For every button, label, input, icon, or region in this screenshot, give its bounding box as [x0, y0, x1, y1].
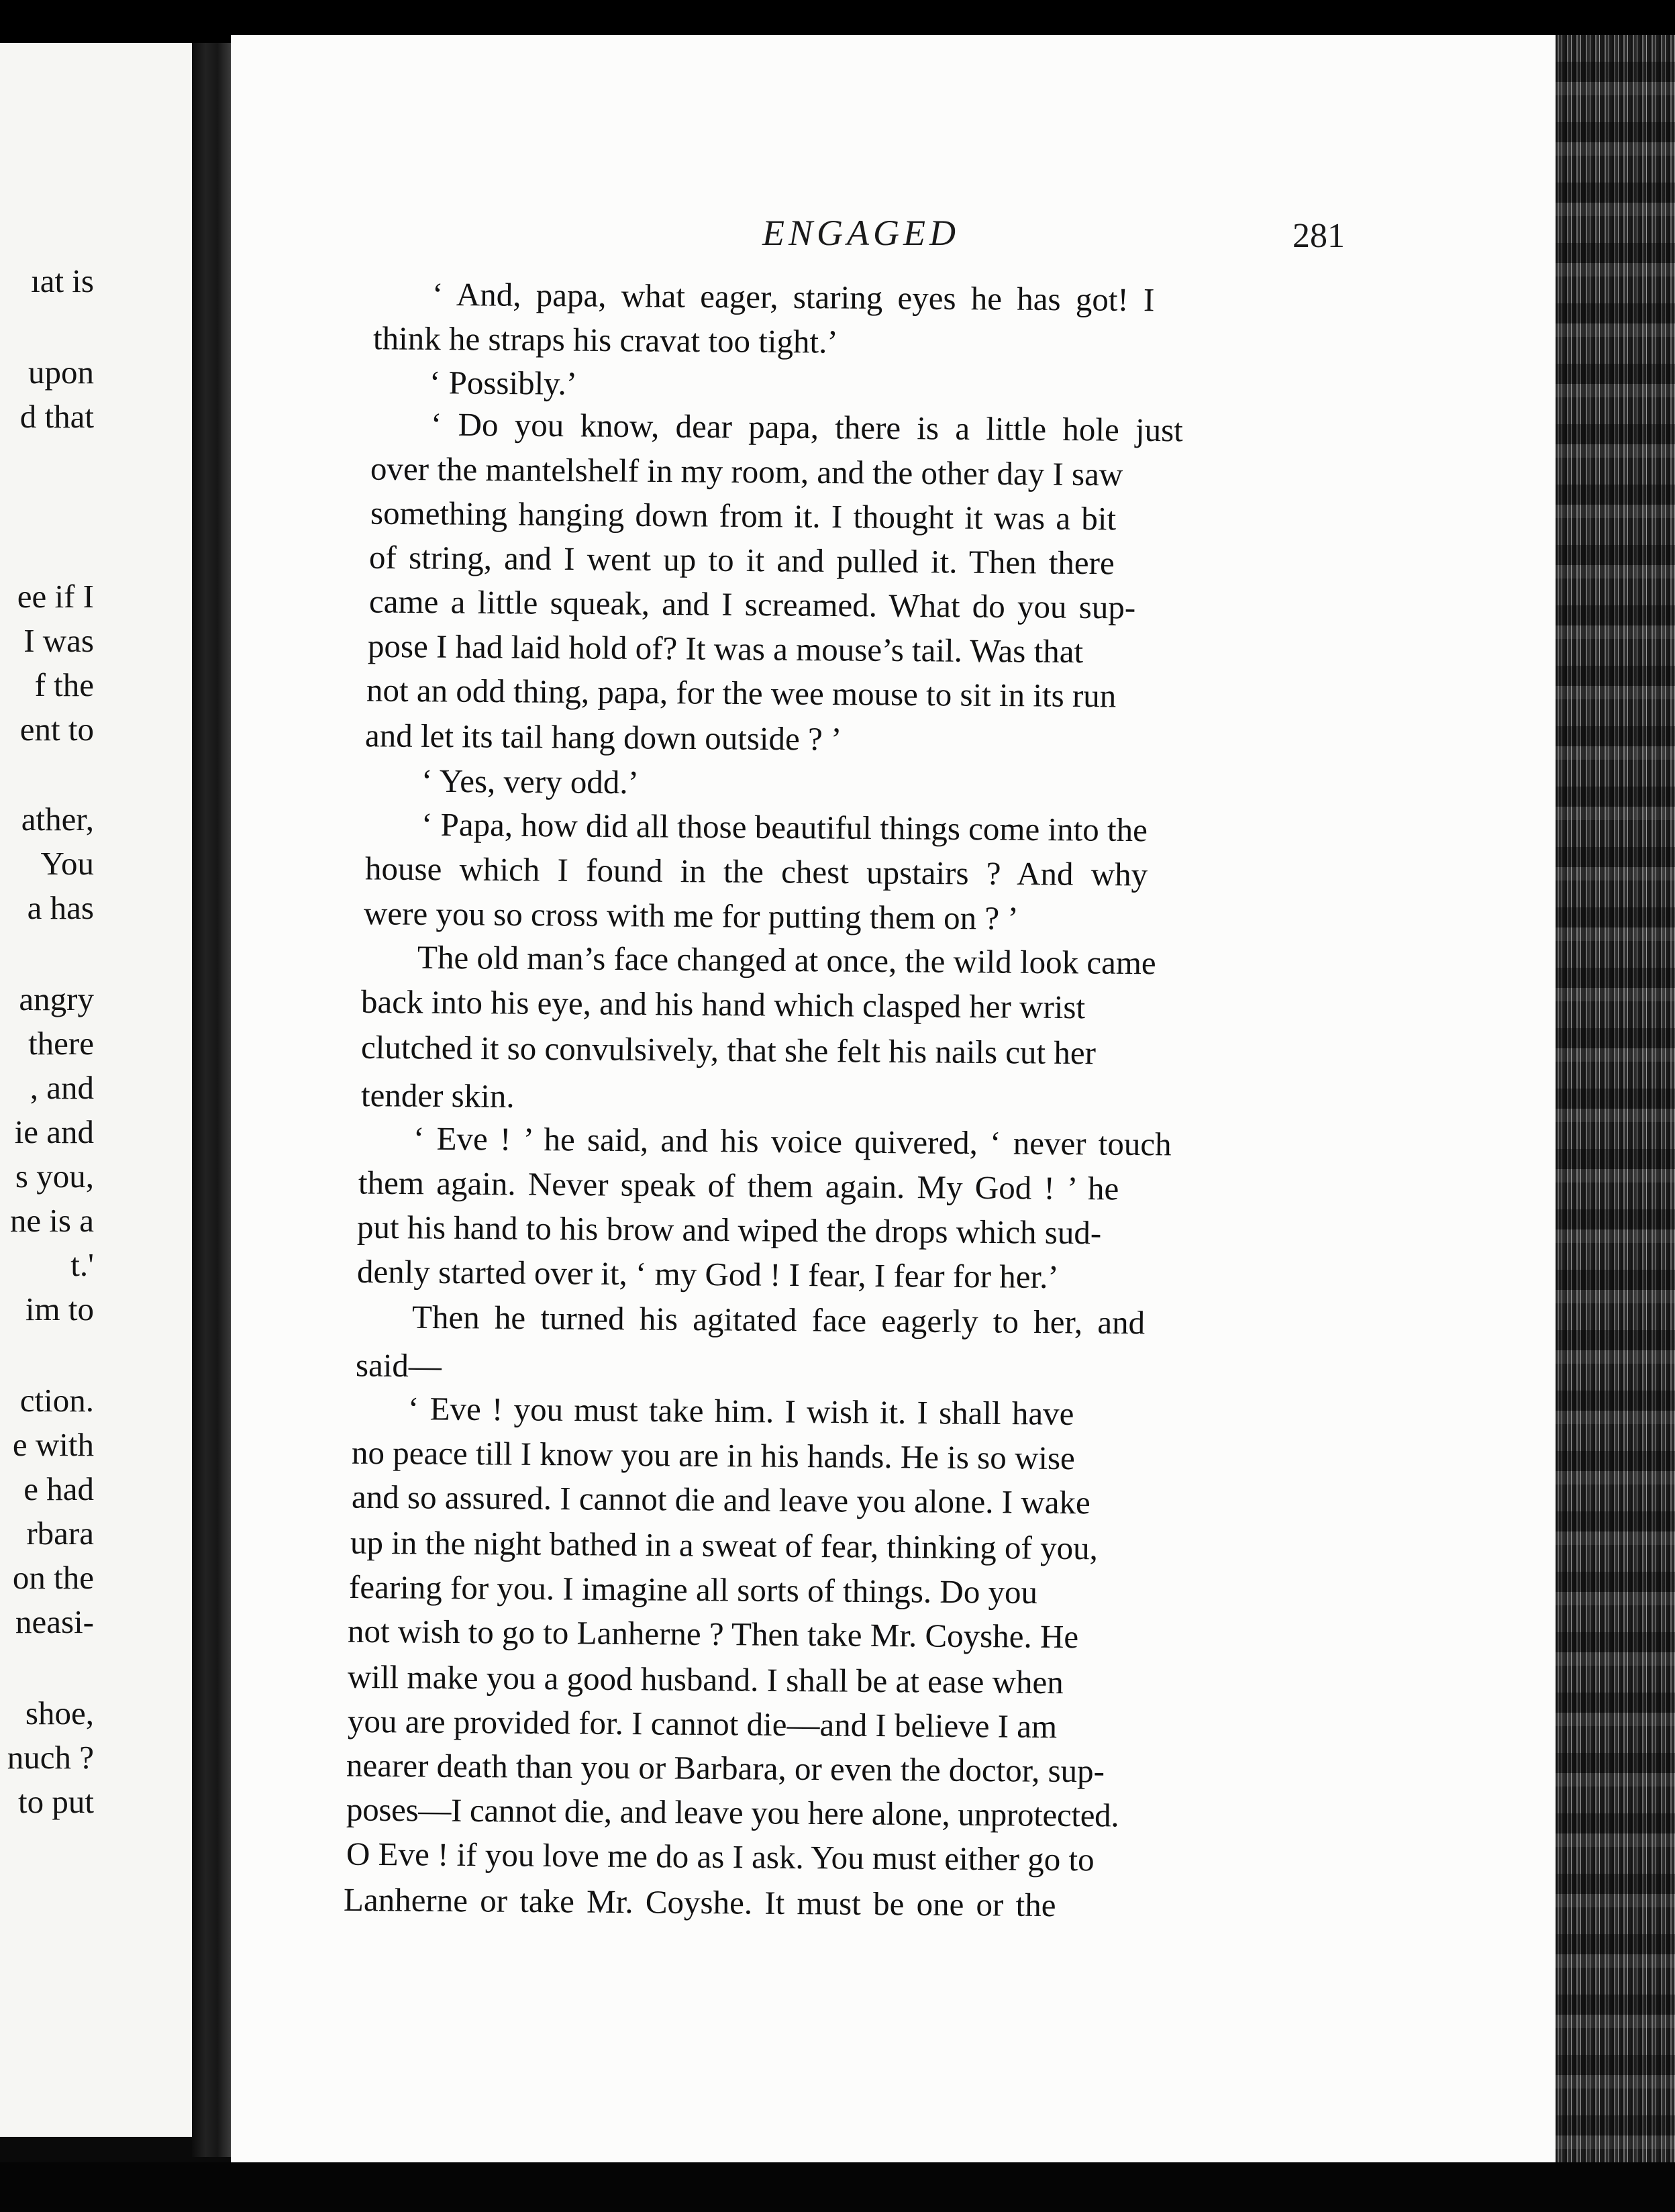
text-line: back into his eye, and his hand which clasped her wrist	[360, 983, 1086, 1026]
book-gutter	[192, 43, 231, 2157]
text-line: poses—I cannot die, and leave you here alone, unprotected.	[346, 1791, 1119, 1834]
left-page-line: e had	[23, 1470, 94, 1507]
left-page-line: f the	[34, 666, 94, 703]
left-page-line: upon	[28, 354, 94, 391]
text-line: over the mantelshelf in my room, and the other day I saw	[370, 450, 1123, 493]
running-title: ENGAGED	[762, 213, 960, 253]
text-line: you are provided for. I cannot die—and I believe I am	[347, 1702, 1058, 1746]
left-page-line: You	[40, 845, 94, 882]
left-page-line: ie and	[14, 1113, 94, 1150]
text-line: and let its tail hang down outside ? ’	[364, 717, 842, 758]
left-page-line: , and	[30, 1069, 94, 1106]
text-line: house which I found in the chest upstairs ? And why	[364, 850, 1148, 893]
text-line: not an odd thing, papa, for the wee mouse to sit in its run	[366, 671, 1117, 715]
left-page-line: d that	[19, 398, 94, 435]
left-page-line: angry	[19, 981, 94, 1017]
left-page-line: on the	[12, 1559, 94, 1596]
left-page-line: to put	[18, 1783, 94, 1820]
left-page-line: nuch ?	[7, 1739, 94, 1776]
text-line: Lanherne or take Mr. Coyshe. It must be one or the	[343, 1880, 1056, 1924]
text-line: ‘ Eve ! ’ he said, and his voice quivered, ‘ never touch	[413, 1119, 1172, 1163]
left-page-line: im to	[25, 1291, 94, 1327]
text-line: fearing for you. I imagine all sorts of things. Do you	[348, 1568, 1038, 1611]
text-line: tender skin.	[360, 1076, 515, 1115]
text-line: not wish to go to Lanherne ? Then take Mr. Coyshe. He	[347, 1612, 1079, 1656]
text-line: something hanging down from it. I thought it was a bit	[370, 494, 1117, 538]
text-line: ‘ Papa, how did all those beautiful things come into the	[421, 805, 1148, 849]
left-page-line: ather,	[21, 801, 94, 838]
text-line: pose I had laid hold of? It was a mouse’s tail. Was that	[367, 627, 1084, 670]
left-page-line: ıat is	[31, 262, 94, 299]
text-line: Then he turned his agitated face eagerly to her, and	[411, 1298, 1146, 1342]
left-page-line: ne is a	[9, 1202, 94, 1239]
left-page-line: t.'	[70, 1246, 94, 1283]
left-page-line: there	[28, 1025, 94, 1062]
text-line: up in the night bathed in a sweat of fear, thinking of you,	[350, 1523, 1099, 1567]
left-page-line: shoe,	[25, 1695, 94, 1731]
text-line: put his hand to his brow and wiped the drops which sud-	[356, 1208, 1102, 1252]
left-page-line: e with	[12, 1426, 94, 1463]
text-line: came a little squeak, and I screamed. What do you sup-	[368, 583, 1136, 626]
text-line: clutched it so convulsively, that she felt his nails cut her	[360, 1028, 1097, 1072]
left-page-line: ee if I	[17, 578, 94, 615]
left-page-line: ent to	[19, 711, 94, 748]
text-line: ‘ Possibly.’	[429, 364, 578, 402]
text-line: denly started over it, ‘ my God ! I fear, I fear for her.’	[356, 1252, 1059, 1296]
text-line: ‘ And, papa, what eager, staring eyes he has got! I	[432, 275, 1155, 319]
text-line: will make you a good husband. I shall be at ease when	[347, 1658, 1064, 1701]
text-line: no peace till I know you are in his hands. He is so wise	[351, 1434, 1075, 1477]
text-line: think he straps his cravat too tight.’	[372, 319, 838, 360]
page-edge-stack	[1556, 35, 1675, 2162]
scan-bottom-border	[0, 2162, 1675, 2212]
left-page-line: neasi-	[15, 1603, 94, 1640]
left-page-line: a has	[27, 889, 94, 926]
left-page-line: rbara	[26, 1515, 94, 1552]
left-page-line: I was	[23, 622, 94, 659]
text-line: ‘ Yes, very odd.’	[421, 762, 640, 801]
text-line: and so assured. I cannot die and leave you alone. I wake	[351, 1478, 1090, 1521]
text-line: them again. Never speak of them again. My God ! ’ he	[358, 1164, 1119, 1207]
previous-page-fragment	[0, 43, 192, 2137]
left-page-line: s you,	[15, 1158, 94, 1195]
left-page-line: ction.	[19, 1382, 94, 1419]
text-line: O Eve ! if you love me do as I ask. You must either go to	[346, 1835, 1095, 1878]
text-line: said—	[355, 1346, 442, 1385]
text-line: of string, and I went up to it and pulled it. Then there	[368, 538, 1115, 582]
text-line: ‘ Eve ! you must take him. I wish it. I shall have	[407, 1390, 1074, 1432]
page-number: 281	[1292, 217, 1345, 255]
text-line: ‘ Do you know, dear papa, there is a little hole just	[430, 405, 1184, 449]
text-line: were you so cross with me for putting them on ? ’	[363, 895, 1019, 937]
text-line: The old man’s face changed at once, the wild look came	[417, 938, 1156, 982]
text-line: nearer death than you or Barbara, or even the doctor, sup-	[346, 1746, 1105, 1790]
